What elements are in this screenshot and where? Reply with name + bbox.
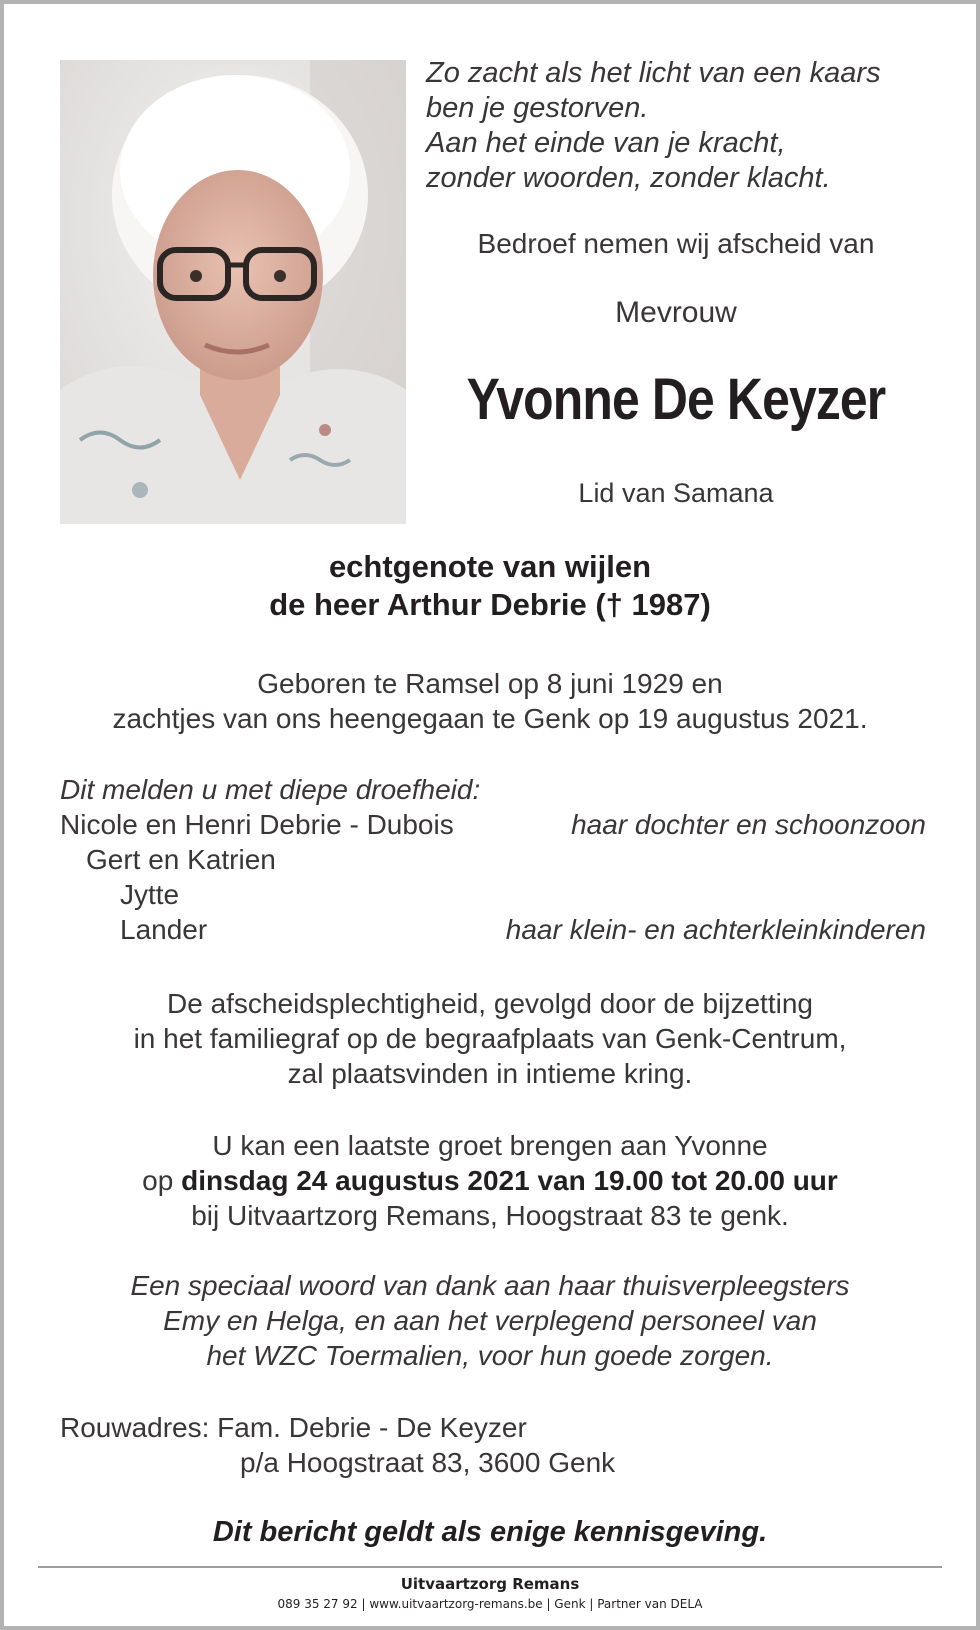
- visit-line: U kan een laatste groet brengen aan Yvonne: [212, 1130, 768, 1161]
- family-list: [60, 772, 926, 947]
- family-relation: haar dochter en schoonzoon: [571, 809, 926, 840]
- birth-line: Geboren te Ramsel op 8 juni 1929 en: [257, 668, 723, 699]
- ceremony-line: De afscheidsplechtigheid, gevolgd door de bijzetting: [167, 988, 813, 1019]
- family-member-row: [60, 912, 926, 947]
- family-relation: haar klein- en achterkleinkinderen: [505, 914, 926, 945]
- family-member-name: Lander: [120, 914, 208, 945]
- address-line: Rouwadres: Fam. Debrie - De Keyzer: [60, 1412, 527, 1443]
- ceremony-info: [4, 986, 976, 1091]
- visit-datetime: dinsdag 24 augustus 2021 van 19.00 tot 20.00 uur: [181, 1165, 838, 1196]
- thanks-line: Een speciaal woord van dank aan haar thuisverpleegsters: [130, 1270, 850, 1301]
- spouse-line: echtgenote van wijlen: [328, 549, 652, 584]
- thanks-line: het WZC Toermalien, voor hun goede zorgen.: [206, 1340, 774, 1371]
- ceremony-line: zal plaatsvinden in intieme kring.: [287, 1058, 693, 1089]
- visit-info: [4, 1128, 976, 1233]
- intro-text: Bedroef nemen wij afscheid van: [477, 228, 875, 259]
- family-announcement: Dit melden u met diepe droefheid:: [60, 774, 481, 805]
- family-member-row: [60, 807, 926, 842]
- family-member-row: [60, 877, 926, 912]
- honorific: Mevrouw: [615, 296, 737, 329]
- poem-line: ben je gestorven.: [426, 92, 649, 124]
- visit-location: bij Uitvaartzorg Remans, Hoogstraat 83 te genk.: [191, 1200, 789, 1231]
- family-member-name: Gert en Katrien: [86, 844, 276, 875]
- thanks-text: [4, 1268, 976, 1373]
- thanks-line: Emy en Helga, en aan het verplegend personeel van: [163, 1305, 817, 1336]
- poem-line: zonder woorden, zonder klacht.: [426, 162, 831, 194]
- address-line: p/a Hoogstraat 83, 3600 Genk: [240, 1447, 616, 1478]
- deceased-name: Yvonne De Keyzer: [466, 367, 886, 432]
- death-line: zachtjes van ons heengegaan te Genk op 19 augustus 2021.: [112, 703, 868, 734]
- footer-company: Uitvaartzorg Remans: [400, 1575, 580, 1593]
- visit-prefix: op: [142, 1165, 182, 1196]
- membership: Lid van Samana: [578, 478, 774, 508]
- visit-datetime-line: [4, 1163, 976, 1198]
- poem: [426, 56, 946, 196]
- portrait-illustration: [60, 60, 406, 524]
- birth-death-info: [4, 666, 976, 736]
- family-member-row: [60, 842, 926, 877]
- notice-text: Dit bericht geldt als enige kennisgeving.: [212, 1516, 768, 1548]
- poem-line: Aan het einde van je kracht,: [426, 127, 786, 159]
- spouse-line: de heer Arthur Debrie († 1987): [269, 587, 711, 622]
- ceremony-line: in het familiegraf op de begraafplaats van Genk-Centrum,: [133, 1023, 847, 1054]
- footer-divider: [38, 1566, 942, 1568]
- family-member-name: Jytte: [120, 879, 180, 910]
- poem-line: Zo zacht als het licht van een kaars: [426, 57, 881, 89]
- family-member-name: Nicole en Henri Debrie - Dubois: [60, 809, 454, 840]
- footer-contact: 089 35 27 92 | www.uitvaartzorg-remans.be | Genk | Partner van DELA: [277, 1597, 703, 1611]
- portrait-photo: [60, 60, 406, 524]
- mourning-address: [60, 1410, 615, 1480]
- spouse-info: [4, 548, 976, 624]
